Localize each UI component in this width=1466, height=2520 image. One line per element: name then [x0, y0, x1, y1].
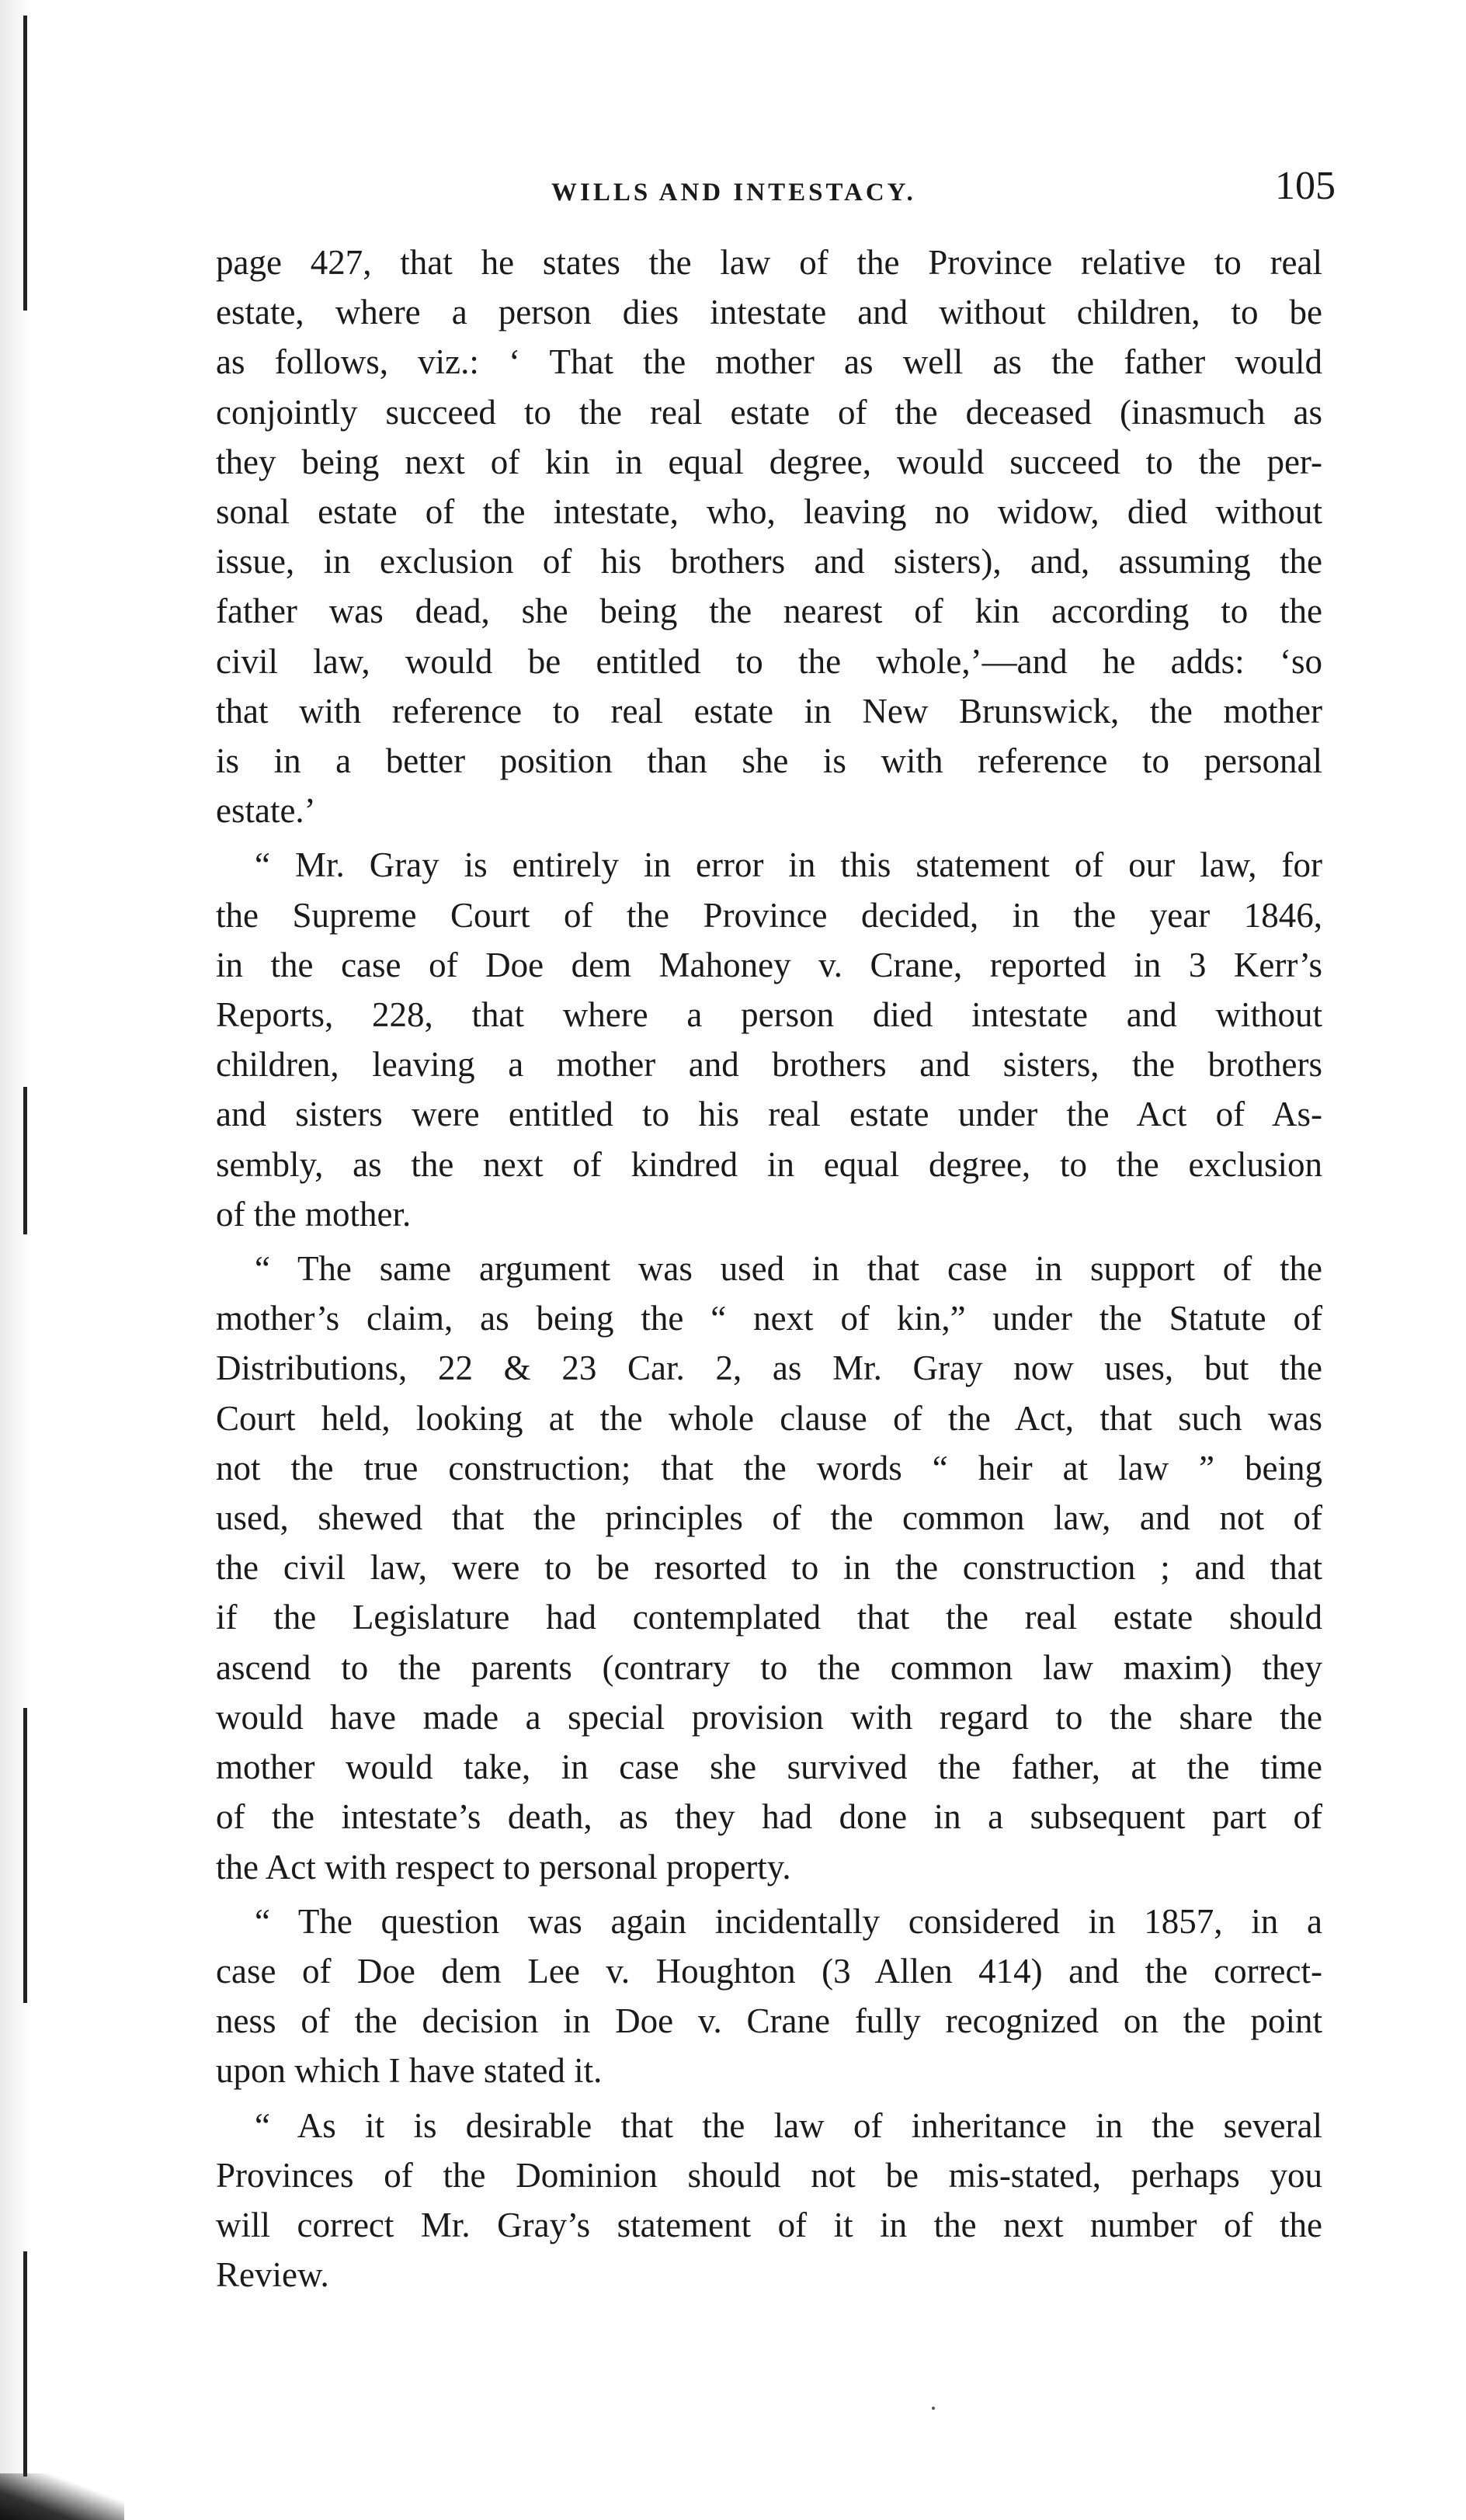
body-text	[216, 238, 1322, 2304]
binding-mark	[23, 2251, 27, 2477]
text-line: upon which I have stated it.	[216, 2051, 603, 2091]
text-line: of the mother.	[216, 1194, 412, 1234]
text-line: Court held, looking at the whole clause of the Act, that such was	[216, 1398, 1322, 1438]
text-line: that with reference to real estate in New Brunswick, the mother	[216, 691, 1322, 731]
text-line: the Act with respect to personal property.	[216, 1847, 791, 1887]
text-line: mother would take, in case she survived the father, at the time	[216, 1748, 1322, 1787]
text-line: issue, in exclusion of his brothers and sisters), and, assuming the	[216, 542, 1322, 581]
text-line: Distributions, 22 & 23 Car. 2, as Mr. Gray now uses, but the	[216, 1349, 1322, 1388]
text-line: in the case of Doe dem Mahoney v. Crane, reported in 3 Kerr’s	[216, 945, 1322, 984]
text-line: conjointly succeed to the real estate of the deceased (inasmuch as	[216, 392, 1322, 432]
text-line: used, shewed that the principles of the common law, and not of	[216, 1498, 1322, 1538]
paragraph-continuation	[216, 890, 1322, 1239]
text-line: case of Doe dem Lee v. Houghton (3 Allen 414) and the correct-	[216, 1951, 1322, 1991]
text-line: “ As it is desirable that the law of inheritance in the several	[255, 2105, 1322, 2145]
running-title: WILLS AND INTESTACY.	[551, 179, 916, 207]
text-line: estate, where a person dies intestate and without children, to be	[216, 293, 1322, 332]
text-line: Provinces of the Dominion should not be mis-stated, perhaps you	[216, 2155, 1322, 2195]
text-line: of the intestate’s death, as they had done in a subsequent part of	[216, 1797, 1322, 1837]
paragraph-continuation	[216, 2150, 1322, 2300]
text-line: page 427, that he states the law of the Province relative to real	[216, 243, 1322, 282]
paragraph-continuation	[216, 1293, 1322, 1891]
text-line: will correct Mr. Gray’s statement of it in the next number of the	[216, 2205, 1322, 2244]
text-line: is in a better position than she is with reference to personal	[216, 741, 1322, 781]
binding-mark	[23, 1087, 27, 1234]
text-line: sonal estate of the intestate, who, leaving no widow, died without	[216, 492, 1322, 532]
text-line: children, leaving a mother and brothers and sisters, the brothers	[216, 1045, 1322, 1085]
corner-smudge	[0, 2473, 124, 2520]
page-number: 105	[1275, 164, 1336, 208]
text-line: Review.	[216, 2255, 329, 2295]
text-line: estate.’	[216, 791, 316, 831]
text-line: mother’s claim, as being the “ next of kin,” under the Statute of	[216, 1299, 1322, 1338]
binding-edge	[0, 0, 31, 2520]
text-line: would have made a special provision with regard to the share the	[216, 1697, 1322, 1737]
text-line: and sisters were entitled to his real estate under the Act of As-	[216, 1095, 1322, 1134]
paragraph-continuation	[216, 1946, 1322, 2096]
paragraph	[216, 238, 1322, 835]
paragraph	[216, 1244, 1322, 1293]
text-line: Reports, 228, that where a person died intestate and without	[216, 995, 1322, 1035]
binding-mark	[23, 1708, 27, 2003]
text-line: the civil law, were to be resorted to in the construction ; and that	[216, 1548, 1322, 1588]
text-line: they being next of kin in equal degree, would succeed to the per-	[216, 442, 1322, 481]
text-line: “ Mr. Gray is entirely in error in this statement of our law, for	[255, 845, 1322, 885]
binding-mark	[23, 16, 27, 311]
text-line: ness of the decision in Doe v. Crane fully recognized on the point	[216, 2001, 1322, 2041]
text-line: ascend to the parents (contrary to the common law maxim) they	[216, 1647, 1322, 1687]
text-line: father was dead, she being the nearest of kin according to the	[216, 592, 1322, 631]
text-line: the Supreme Court of the Province decided, in the year 1846,	[216, 895, 1322, 935]
text-line: if the Legislature had contemplated that the real estate should	[216, 1598, 1322, 1637]
running-head	[233, 163, 1336, 217]
paragraph	[216, 1897, 1322, 1946]
text-line: civil law, would be entitled to the whole,’—and he adds: ‘so	[216, 641, 1322, 681]
text-line: as follows, viz.: ‘ That the mother as well as the father would	[216, 342, 1322, 382]
text-line: sembly, as the next of kindred in equal degree, to the exclusion	[216, 1144, 1322, 1184]
text-line: not the true construction; that the words “ heir at law ” being	[216, 1448, 1322, 1487]
ink-speck	[932, 2407, 935, 2410]
text-line: “ The same argument was used in that case in support of the	[255, 1249, 1322, 1289]
text-line: “ The question was again incidentally considered in 1857, in a	[255, 1901, 1322, 1941]
paragraph	[216, 2101, 1322, 2150]
paragraph	[216, 840, 1322, 890]
